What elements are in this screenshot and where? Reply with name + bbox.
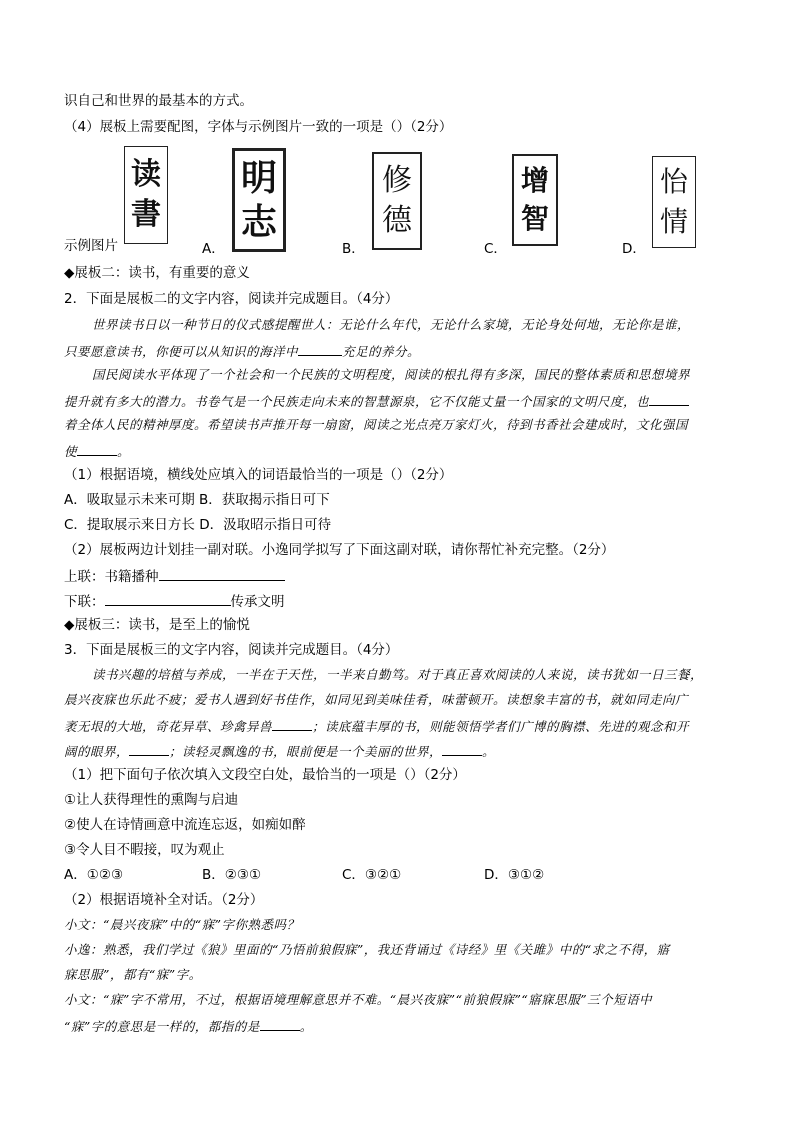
- question-2: 2．下面是展板二的文字内容，阅读并完成题目。（4分）: [64, 291, 399, 307]
- question-2-1: （1）根据语境，横线处应填入的词语最恰当的一项是（）（2分）: [64, 467, 453, 483]
- text: 。: [299, 1019, 313, 1034]
- dialogue-line: 小文：“寐”字不常用，不过，根据语境理解意思并不难。“晨兴夜寐”“前狼假寐”“寤寐思服”三个短语中: [64, 992, 653, 1007]
- glyph: 修: [382, 163, 412, 198]
- dialogue-line: [64, 1016, 313, 1036]
- choice-d: D．③①②: [484, 867, 545, 883]
- example-label: 示例图片: [64, 238, 118, 254]
- passage-3-line: 晨兴夜寐也乐此不疲；爱书人遇到好书佳作，如同见到美味佳肴，味蕾顿开。读想象丰富的书，就如同走向广: [64, 692, 689, 707]
- choice-row: A．吸取显示未来可期 B．获取揭示指日可下: [64, 492, 330, 508]
- text: 只要愿意读书，你便可以从知识的海洋中: [64, 344, 299, 359]
- option-d-label: D．: [622, 241, 646, 257]
- option-a-label: A．: [202, 241, 225, 257]
- text: 充足的养分。: [342, 344, 421, 359]
- passage-2-line: 国民阅读水平体现了一个社会和一个民族的文明程度，阅读的根扎得有多深，国民的整体素质和思想境界: [92, 367, 691, 382]
- glyph: 读: [131, 157, 161, 192]
- choice-c: C．③②①: [342, 867, 402, 883]
- fill-blank: [298, 341, 342, 356]
- fill-blank: [260, 1016, 300, 1031]
- text: 。: [482, 744, 496, 759]
- glyph: 智: [520, 202, 549, 235]
- fill-blank: [77, 441, 117, 456]
- text: ；读轻灵飘逸的书，眼前便是一个美丽的世界，: [169, 744, 443, 759]
- passage-2-line: [64, 341, 420, 361]
- option-c-calligraphy-image: [512, 154, 558, 246]
- fill-blank: [272, 716, 312, 731]
- option-d-calligraphy-image: [652, 156, 696, 248]
- text-line: 识自己和世界的最基本的方式。: [64, 93, 253, 109]
- passage-3-line: [64, 741, 495, 761]
- passage-3-line: [64, 716, 689, 736]
- question-3-1: （1）把下面句子依次填入文段空白处，最恰当的一项是（）（2分）: [64, 767, 466, 783]
- choice-row: C．提取展示来日方长 D．汲取昭示指日可待: [64, 517, 332, 533]
- glyph: 德: [382, 203, 412, 238]
- glyph: 情: [659, 205, 688, 238]
- text: “寐”字的意思是一样的，都指的是: [64, 1019, 260, 1034]
- example-calligraphy-image: [124, 146, 168, 244]
- option-b-label: B．: [342, 241, 365, 257]
- glyph: 志: [240, 201, 277, 243]
- text: 。: [117, 444, 131, 459]
- text: 上联：书籍播种: [64, 569, 159, 585]
- question-3: 3．下面是展板三的文字内容，阅读并完成题目。（4分）: [64, 642, 399, 658]
- sentence-3: ③令人目不暇接，叹为观止: [64, 842, 225, 858]
- dialogue-line: 小逸：熟悉，我们学过《狼》里面的“乃悟前狼假寐”，我还背诵过《诗经》里《关雎》中的“求之不得，寤: [64, 942, 670, 957]
- passage-3-line: 读书兴趣的培植与养成，一半在于天性，一半来自勤笃。对于真正喜欢阅读的人来说，读书犹如一日三餐，: [92, 667, 704, 682]
- glyph: 增: [520, 164, 549, 197]
- board-3-heading: ◆展板三：读书，是至上的愉悦: [64, 617, 250, 633]
- text: ；读底蕴丰厚的书，则能领悟学者们广博的胸襟、先进的观念和开: [312, 719, 690, 734]
- fill-blank: [105, 591, 231, 606]
- text: 袤无垠的大地，奇花异草、珍禽异兽: [64, 719, 273, 734]
- glyph: 書: [131, 197, 161, 232]
- option-a-calligraphy-image: [232, 148, 286, 252]
- choice-a: A．①②③: [64, 867, 124, 883]
- passage-2-line: [64, 391, 689, 411]
- question-2-2: （2）展板两边计划挂一副对联。小逸同学拟写了下面这副对联，请你帮忙补充完整。（2分）: [64, 542, 615, 558]
- text: 传承文明: [230, 594, 285, 610]
- text: 阔的眼界，: [64, 744, 130, 759]
- dialogue-line: 小文：“晨兴夜寐”中的“寐”字你熟悉吗？: [64, 917, 300, 932]
- board-2-heading: ◆展板二：读书，有重要的意义: [64, 265, 250, 281]
- option-c-label: C．: [484, 241, 507, 257]
- dialogue-line: 寐思服”，都有“寐”字。: [64, 967, 202, 982]
- couplet-upper: [64, 566, 285, 586]
- text: 提升就有多大的潜力。书卷气是一个民族走向未来的智慧源泉，它不仅能丈量一个国家的文明尺度，也: [64, 394, 650, 409]
- couplet-lower: [64, 591, 285, 611]
- fill-blank: [442, 741, 482, 756]
- passage-2-line: [64, 441, 130, 461]
- text: 使: [64, 444, 78, 459]
- glyph: 怡: [659, 165, 688, 198]
- choice-b: B．②③①: [202, 867, 262, 883]
- fill-blank: [159, 566, 285, 581]
- question-4: （4）展板上需要配图，字体与示例图片一致的一项是（）（2分）: [64, 119, 453, 135]
- glyph: 明: [240, 157, 277, 199]
- fill-blank: [649, 391, 689, 406]
- option-b-calligraphy-image: [372, 152, 422, 250]
- sentence-2: ②使人在诗情画意中流连忘返，如痴如醉: [64, 817, 306, 833]
- passage-2-line: 着全体人民的精神厚度。希望读书声推开每一扇窗，阅读之光点亮万家灯火，待到书香社会建成时，文化强国: [64, 417, 689, 432]
- question-3-2: （2）根据语境补全对话。（2分）: [64, 892, 264, 908]
- fill-blank: [129, 741, 169, 756]
- text: 下联：: [64, 594, 105, 610]
- sentence-1: ①让人获得理性的熏陶与启迪: [64, 792, 239, 808]
- passage-2-line: 世界读书日以一种节日的仪式感提醒世人：无论什么年代，无论什么家境，无论身处何地，无论你是谁，: [92, 317, 691, 332]
